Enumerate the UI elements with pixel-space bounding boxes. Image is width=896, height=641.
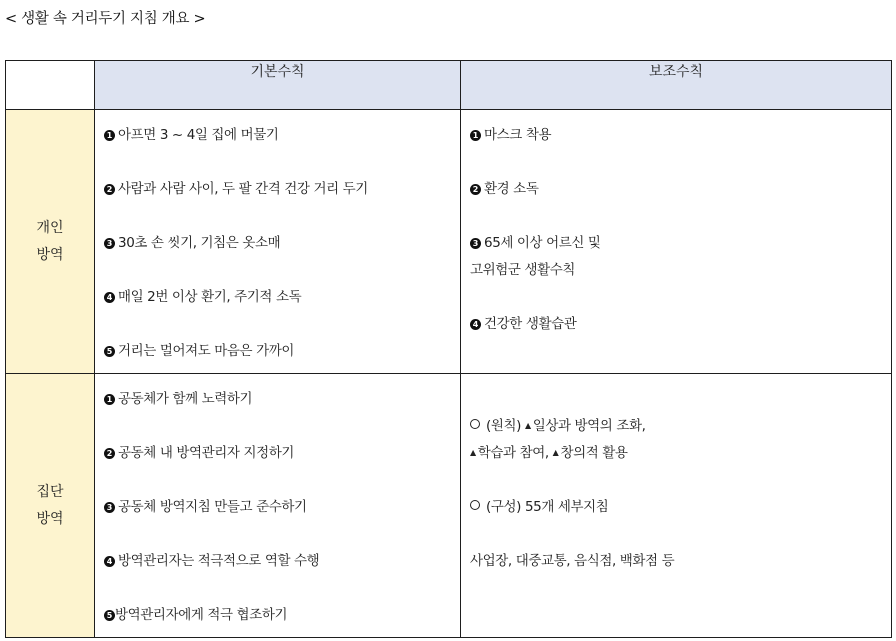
list-item: [104, 339, 294, 359]
list-item: [104, 603, 287, 623]
guideline-table: [5, 60, 892, 638]
list-item-text: 아프면 3 ~ 4일 집에 머물기: [118, 127, 279, 143]
list-item-text: 마스크 착용: [484, 127, 552, 143]
list-item-text: 거리는 멀어져도 마음은 가까이: [118, 343, 295, 359]
list-item-text: 환경 소독: [484, 181, 539, 197]
list-item-continuation: [470, 258, 575, 278]
column-header-basic: 기본수칙: [95, 61, 461, 110]
composition-text: 55개 세부지침: [524, 499, 609, 515]
list-item: [104, 441, 294, 461]
aux-rules-personal: [461, 110, 892, 374]
list-item: [470, 312, 576, 332]
basic-rules-group: [95, 374, 461, 638]
list-item: [104, 495, 307, 515]
number-badge: 5: [104, 610, 115, 621]
list-item-text: 고위험군 생활수칙: [470, 262, 576, 278]
principle-text: 창의적 활용: [560, 445, 628, 461]
list-item: [104, 387, 252, 407]
principle-text: 일상과 방역의 조화,: [532, 418, 646, 434]
number-badge: 4: [104, 292, 115, 303]
list-item: [104, 285, 301, 305]
list-item: [470, 231, 601, 251]
number-badge: 3: [104, 502, 115, 513]
column-header-aux: 보조수칙: [461, 61, 892, 110]
principle-label: (원칙): [486, 418, 522, 434]
number-badge: 1: [104, 130, 115, 141]
table-row-personal: [6, 110, 892, 374]
table-row-group: [6, 374, 892, 638]
list-item: [104, 123, 279, 143]
list-item-text: 30초 손 씻기, 기침은 옷소매: [118, 235, 281, 251]
number-badge: 2: [470, 184, 481, 195]
triangle-bullet-icon: ▲: [470, 448, 476, 457]
list-item-text: 건강한 생활습관: [484, 316, 577, 332]
circle-bullet-icon: [470, 419, 480, 429]
triangle-bullet-icon: ▲: [524, 421, 531, 430]
number-badge: 1: [470, 130, 481, 141]
list-item: [104, 231, 280, 251]
row-header-line: 개인: [36, 219, 64, 236]
list-item-text: 공동체 방역지침 만들고 준수하기: [118, 499, 307, 515]
header-row: [6, 61, 892, 110]
list-item-text: 공동체 내 방역관리자 지정하기: [118, 445, 295, 461]
places-text: 사업장, 대중교통, 음식점, 백화점 등: [470, 553, 675, 569]
list-item: [104, 177, 368, 197]
page-title: < 생활 속 거리두기 지침 개요 >: [5, 11, 206, 27]
list-item-text: 매일 2번 이상 환기, 주기적 소독: [118, 289, 302, 305]
list-item-text: 방역관리자에게 적극 협조하기: [115, 607, 288, 623]
list-item: [470, 123, 551, 143]
row-header-line: 방역: [36, 510, 64, 527]
row-header-personal: [6, 110, 95, 374]
basic-rules-personal: [95, 110, 461, 374]
triangle-bullet-icon: ▲: [552, 448, 559, 457]
row-header-line: 방역: [36, 246, 64, 263]
row-header-group: [6, 374, 95, 638]
composition-line: [470, 495, 608, 515]
list-item-text: 사람과 사람 사이, 두 팔 간격 건강 거리 두기: [118, 181, 368, 197]
number-badge: 3: [104, 238, 115, 249]
number-badge: 4: [104, 556, 115, 567]
principle-line: [470, 414, 646, 434]
places-line: [470, 549, 674, 569]
aux-rules-group: [461, 374, 892, 638]
list-item-text: 공동체가 함께 노력하기: [118, 391, 253, 407]
list-item: [104, 549, 319, 569]
circle-bullet-icon: [470, 500, 480, 510]
list-item: [470, 177, 538, 197]
principle-text: 학습과 참여,: [477, 445, 549, 461]
number-badge: 2: [104, 448, 115, 459]
number-badge: 1: [104, 394, 115, 405]
list-item-text: 65세 이상 어르신 및: [484, 235, 601, 251]
number-badge: 3: [470, 238, 481, 249]
composition-label: (구성): [486, 499, 522, 515]
list-item-text: 방역관리자는 적극적으로 역할 수행: [118, 553, 320, 569]
number-badge: 5: [104, 346, 115, 357]
corner-cell: [6, 61, 95, 110]
row-header-line: 집단: [36, 483, 64, 500]
principle-line: [470, 441, 628, 461]
number-badge: 4: [470, 319, 481, 330]
number-badge: 2: [104, 184, 115, 195]
